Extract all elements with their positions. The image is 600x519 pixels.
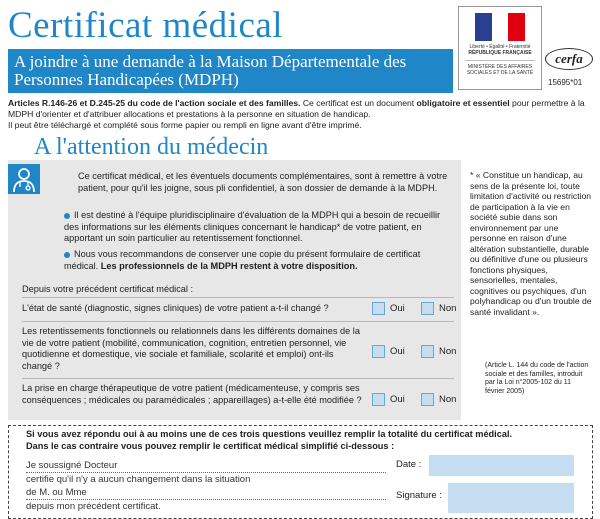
q3-yes-label: Oui [390, 394, 405, 405]
q1-yes-checkbox[interactable] [372, 302, 385, 315]
bullet-dot-icon [64, 213, 70, 219]
question-3: La prise en charge thérapeutique de votre patient (médicamenteuse, y compris ses conséquences ; médicales ou paramédicales ; appareillages) a-t-elle été modifiée ? [22, 383, 362, 405]
intro-text-a: Ce certificat est un document [302, 98, 417, 108]
intro-emphasis: obligatoire et essentiel [416, 98, 510, 108]
logo-motto: Liberté • Égalité • Fraternité [469, 44, 531, 50]
statement-line: certifie qu'il n'y a aucun changement dans la situation [26, 474, 251, 485]
statement-end: depuis mon précédent certificat. [26, 501, 161, 512]
intro-text-c: Il peut être téléchargé et complété sous forme papier ou rempli en ligne avant d'être imprimé. [8, 120, 362, 130]
question-1: L'état de santé (diagnostic, signes cliniques) de votre patient a-t-il changé ? [22, 303, 329, 313]
bullet-dot-icon [64, 252, 70, 258]
q3-no-checkbox[interactable] [421, 393, 434, 406]
bullet-2-emphasis: Les professionnels de la MDPH restent à votre disposition. [100, 260, 358, 271]
doctor-name-label: Je soussigné Docteur [26, 460, 118, 471]
section-title: A l'attention du médecin [34, 134, 269, 160]
french-flag-icon [475, 13, 525, 41]
bullet-1 [64, 210, 452, 245]
bullet-2-text: Nous vous recommandons de conserver une copie du présent formulaire de certificat médical. [64, 249, 421, 271]
q3-yes-checkbox[interactable] [372, 393, 385, 406]
logo-ministry: MINISTÈRE DES AFFAIRES SOCIALES ET DE LA SANTÉ [465, 60, 535, 76]
bullet-2 [64, 249, 452, 272]
divider [22, 297, 454, 298]
patient-name-label: de M. ou Mme [26, 487, 87, 498]
handicap-definition: * « Constitue un handicap, au sens de la présente loi, toute limitation d'activité ou restriction de participation à la vie en société subie dans son environnement par une personne en raison d'une altération substantielle, durable ou définitive d'une ou plusieurs fonctions physiques, sensorielles, mentales, cognitives ou psychiques, d'un polyhandicap ou d'un trouble de santé invalidant ». [470, 170, 592, 317]
simplified-line-1: Si vous avez répondu oui à au moins une de ces trois questions veuillez remplir la totalité du certificat médical. [26, 429, 513, 439]
simplified-line-2: Dans le cas contraire vous pouvez remplir le certificat médical simplifié ci-dessous : [26, 440, 395, 451]
doctor-name-field[interactable] [26, 459, 386, 473]
q2-yes-checkbox[interactable] [372, 345, 385, 358]
q2-no-checkbox[interactable] [421, 345, 434, 358]
date-label: Date : [396, 459, 422, 470]
q1-no-label: Non [439, 303, 457, 314]
q2-no-label: Non [439, 346, 457, 357]
form-title: Certificat médical [8, 5, 284, 46]
simplified-instructions [26, 429, 586, 452]
legal-reference: (Article L. 144 du code de l'action sociale et des familles, introduit par la Loi n°2005-102 du 11 février 2005) [485, 362, 589, 395]
divider [22, 378, 454, 379]
since-label: Depuis votre précédent certificat médical : [22, 284, 194, 294]
intro-text-b: pour permettre à la MDPH d'orienter et d'attribuer allocations et prestations à la personne en situation de handicap. [8, 98, 585, 119]
logo-republic: RÉPUBLIQUE FRANÇAISE [468, 50, 532, 56]
republique-francaise-logo [458, 6, 542, 90]
q1-no-checkbox[interactable] [421, 302, 434, 315]
date-input[interactable] [429, 455, 574, 476]
intro-text [8, 98, 593, 131]
bullet-1-text: Il est destiné à l'équipe pluridisciplinaire d'évaluation de la MDPH qui a besoin de recueillir des informations sur les éléments cliniques concernant le handicap* de votre patient, en apportant un soin particulier au retentissement fonctionnel. [64, 210, 441, 243]
cerfa-number: 15695*01 [548, 78, 583, 87]
doctor-icon [8, 164, 40, 194]
panel-intro: Ce certificat médical, et les éventuels documents complémentaires, sont à remettre à votre patient, pour qu'il les joigne, sous pli confidentiel, à son dossier de demande à la MDPH. [78, 171, 448, 193]
q2-yes-label: Oui [390, 346, 405, 357]
q3-no-label: Non [439, 394, 457, 405]
signature-input[interactable] [448, 483, 574, 513]
cerfa-logo: cerfa [545, 48, 593, 70]
divider [22, 321, 454, 322]
q1-yes-label: Oui [390, 303, 405, 314]
question-2: Les retentissements fonctionnels ou relationnels dans les différents domaines de la vie de votre patient (mobilité, communication, cognition, entretien personnel, vie quotidienne et domestique, vie sociale et familiale, scolarité et emploi) ont-ils changé ? [22, 326, 360, 371]
signature-label: Signature : [396, 490, 442, 501]
patient-name-field[interactable] [26, 486, 386, 500]
intro-articles: Articles R.146-26 et D.245-25 du code de l'action sociale et des familles. [8, 98, 303, 108]
form-subtitle: A joindre à une demande à la Maison Départementale des Personnes Handicapées (MDPH) [8, 49, 453, 93]
simplified-statement [26, 459, 386, 513]
